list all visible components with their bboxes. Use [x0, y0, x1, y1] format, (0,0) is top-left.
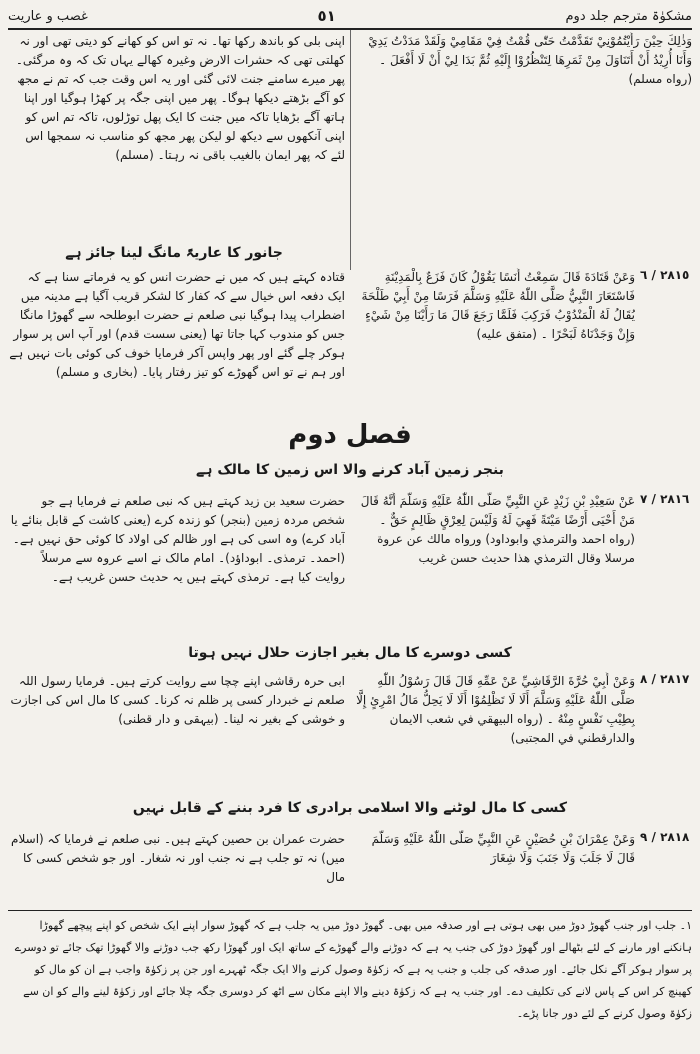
urdu-translation-block: [8, 268, 345, 418]
urdu-translation-block: [8, 830, 345, 906]
hadith-number: ٢٨١٦ / ٧: [640, 492, 690, 506]
urdu-translation-text: حضرت سعید بن زید کہتے ہیں کہ نبی صلعم نے فرمایا ہے جو شخص مردہ زمین (بنجر) کو زندہ کرے (یعنی کاشت کے قابل بنائے یا آباد کرے) وہ اسی کی ہے اور ظالم کی اولاد کا کوئی حق نہیں ہے۔ (احمد۔ ترمذی۔ ابوداؤد)۔ امام مالک نے اسے عروہ سے مرسلاً روایت کیا ہے۔ ترمذی کہتے ہیں یہ حدیث حسن غریب ہے۔: [10, 494, 345, 584]
section-heading: کسی دوسرے کا مال بغیر اجازت حلال نہیں ہوتا: [188, 645, 512, 661]
arabic-hadith-text: عَنْ سَعِيْدِ بْنِ زَيْدٍ عَنِ النَّبِيِّ صَلَّى اللّٰهُ عَلَيْهِ وَسَلَّمَ أَنَّهُ قَالَ مَنْ أَحْيَى أَرْضًا مَيْتَةً فَهِيَ لَهُ وَلَيْسَ لِعِرْقٍ ظَالِمٍ حَقٌّ ۔ (رواه احمد والترمذي وابوداود) ورواه مالك عن عروة مرسلا وقال الترمذي هذا حديث حسن غريب: [360, 494, 635, 565]
page-header: [8, 4, 692, 30]
chapter-section-title: فصل دوم: [288, 420, 412, 450]
urdu-translation-block: [8, 672, 345, 792]
arabic-text-block: [355, 492, 635, 637]
urdu-translation-block: [8, 32, 345, 242]
footnote: [8, 910, 692, 1050]
hadith-number: ٢٨١٥ / ٦: [640, 268, 690, 282]
section-heading: جانور کا عاریۃً مانگ لینا جائز ہے: [65, 245, 283, 261]
page-number: ٥١: [317, 7, 336, 25]
arabic-hadith-text: وَذٰلِكَ حِيْنَ رَأَيْتُمُوْنِيْ تَقَدَّمْتُ حَتّٰى قُمْتُ فِيْ مَقَامِيْ وَلَقَدْ مَدَدْتُ يَدِيْ وَأَنَا أُرِيْدُ أَنْ أَتَنَاوَلَ مِنْ ثَمَرِهَا لِتَنْظُرُوْا إِلَيْهِ ثُمَّ بَدَا لِيْ أَنْ لَا أَفْعَلَ ۔ (رواه مسلم): [368, 34, 692, 86]
column-divider: [350, 30, 351, 270]
section-heading: کسی کا مال لوٹنے والا اسلامی برادری کا فرد بننے کے قابل نہیں: [132, 800, 568, 816]
arabic-hadith-text: وَعَنْ عِمْرَانَ بْنِ حُصَيْنٍ عَنِ النَّبِيِّ صَلَّى اللّٰهُ عَلَيْهِ وَسَلَّمَ قَالَ لَا جَلَبَ وَلَا جَنَبَ وَلَا شِغَارَ: [371, 832, 635, 865]
hadith-number: ٢٨١٧ / ٨: [640, 672, 690, 686]
arabic-text-block: [355, 268, 635, 408]
urdu-translation-text: اپنی بلی کو باندھ رکھا تھا۔ نہ تو اس کو کھانے کو دیتی تھی اور نہ کھلتی تھی کہ حشرات الارض وغیرہ کھالے یہاں تک کہ وہ مرگئی۔ پھر میرے سامنے جنت لائی گئی اور یہ اس وقت جب کہ تم نے مجھ کو آگے بڑھتے دیکھا ہوگا۔ پھر میں اپنی جگہ پر کھڑا ہوگیا اور اپنا ہاتھ آگے بڑھایا تاکہ میں جنت کا ایک پھل توڑلوں، تاکہ تم اس کو اپنی آنکھوں سے دیکھ لو لیکن پھر مجھ کو مناسب نہ سمجھا اس لئے کہ پھر ایمان بالغیب باقی نہ رہتا۔ (مسلم): [15, 34, 345, 162]
hadith-number: ٢٨١٨ / ٩: [640, 830, 690, 844]
header-book-title: مشکوٰۃ مترجم جلد دوم: [565, 8, 692, 24]
section-heading: بنجر زمین آباد کرنے والا اس زمین کا مالک ہے: [196, 462, 504, 478]
urdu-translation-block: [8, 492, 345, 637]
urdu-translation-text: حضرت عمران بن حصین کہتے ہیں۔ نبی صلعم نے فرمایا کہ (اسلام میں) نہ تو جلب ہے نہ جنب اور نہ شغار۔ اور جو شخص کسی کا مال: [11, 832, 345, 884]
arabic-text-block: [355, 32, 692, 132]
header-chapter-title: غصب و عاریت: [8, 8, 88, 24]
arabic-hadith-text: وَعَنْ قَتَادَةَ قَالَ سَمِعْتُ أَنَسًا يَقُوْلُ كَانَ فَزَعٌ بِالْمَدِيْنَةِ فَاسْتَعَارَ النَّبِيُّ صَلَّى اللّٰهُ عَلَيْهِ وَسَلَّمَ فَرَسًا مِنْ أَبِيْ طَلْحَةَ يُقَالُ لَهُ الْمَنْدُوْبُ فَرَكِبَ فَلَمَّا رَجَعَ قَالَ مَا رَأَيْنَا مِنْ شَيْءٍ وَإِنْ وَجَدْنَاهُ لَبَحْرًا ۔ (متفق عليه): [361, 270, 635, 341]
arabic-hadith-text: وَعَنْ أَبِيْ حُرَّةَ الرَّقَاشِيِّ عَنْ عَمِّهِ قَالَ قَالَ رَسُوْلُ اللّٰهِ صَلَّى اللّٰهُ عَلَيْهِ وَسَلَّمَ أَلَا لَا تَظْلِمُوْا أَلَا لَا يَحِلُّ مَالُ امْرِئٍ إِلَّا بِطِيْبِ نَفْسٍ مِنْهُ ۔ (رواه البيهقي في شعب الايمان والدارقطني في المجتبى): [356, 674, 635, 745]
urdu-translation-text: قتادہ کہتے ہیں کہ میں نے حضرت انس کو یہ فرماتے سنا ہے کہ ایک دفعہ اس خیال سے کہ کفار کا لشکر قریب آگیا ہے مدینہ میں اضطراب پیدا ہوگیا نبی صلعم نے حضرت ابوطلحہ سے گھوڑا مانگا جس کو مندوب کہا جاتا تھا (یعنی سست قدم) اور آپ اس پر سوار ہوکر چلے گئے اور پھر واپس آکر فرمایا خوف کی کوئی بات نہیں ہے اور ہم نے تو اس گھوڑے کو تیز رفتار پایا۔ (بخاری و مسلم): [9, 270, 345, 379]
urdu-translation-text: ابی حرہ رقاشی اپنے چچا سے روایت کرتے ہیں۔ فرمایا رسول اللہ صلعم نے خبردار کسی پر ظلم نہ کرنا۔ کسی کا مال اس کی اجازت و خوشی کے بغیر نہ لینا۔ (بیہقی و دار قطنی): [10, 674, 345, 726]
arabic-text-block: [355, 830, 635, 906]
footnote-text: ١۔ جلب اور جنب گھوڑ دوڑ میں بھی ہوتی ہے اور صدقہ میں بھی۔ گھوڑ دوڑ میں یہ جلب ہے کہ گھوڑ سوار اپنے ایک شخص کو اپنے پیچھے گھوڑا ہانکنے اور مارنے کے لئے بٹھالے اور گھوڑ دوڑ کی جنب یہ ہے کہ دوڑنے والے گھوڑے کے ساتھ ایک اور گھوڑا رکھ جب دوڑنے والا گھوڑا تھک جائے تو دوسرے پر سوار ہوکر آگے نکل جائے۔ اور صدقہ کی جلب و جنب یہ ہے کہ زکوٰۃ وصول کرنے والا ایک جگہ ٹھہرے اور جن پر زکوٰۃ واجب ہے ان کو مال کو کھینچ کر اس کے پاس لانے کی تکلیف دے۔ اور جنب یہ ہے کہ زکوٰۃ دینے والا اپنے مکان سے اٹھ کر دوسری جگہ چلا جائے اور زکوٰۃ لینے والے کو ان سے زکوٰۃ وصول کرنے کے لئے دور جانا پڑے۔: [14, 919, 692, 1020]
arabic-text-block: [355, 672, 635, 792]
